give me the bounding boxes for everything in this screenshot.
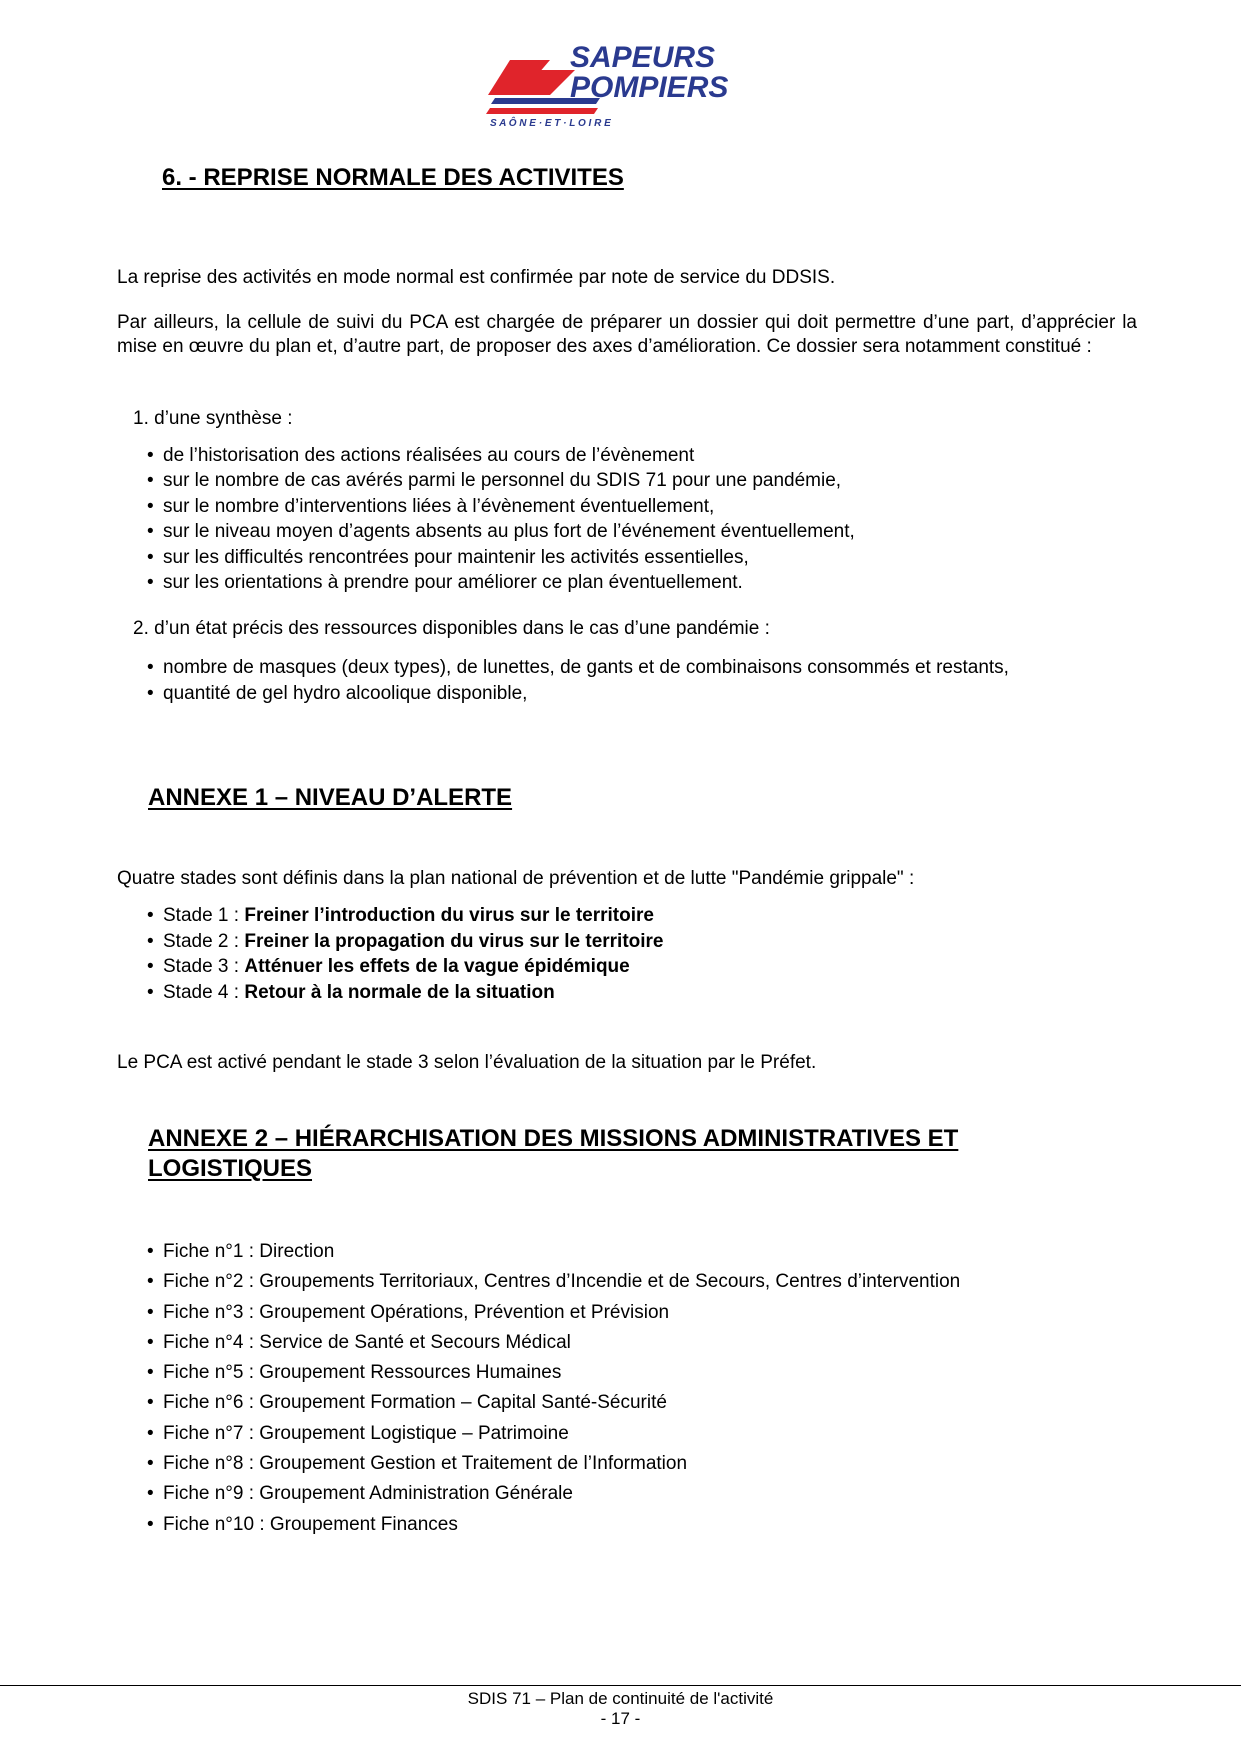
annex1-title: ANNEXE 1 – NIVEAU D’ALERTE xyxy=(148,784,513,811)
synthese-list xyxy=(147,443,855,595)
logo-line3: S A Ô N E · E T · L O I R E xyxy=(490,118,611,129)
paragraph-intro: La reprise des activités en mode normal est confirmée par note de service du DDSIS. xyxy=(117,267,836,288)
list-item: • sur les orientations à prendre pour améliorer ce plan éventuellement. xyxy=(147,570,855,595)
list-item: • Fiche n°5 : Groupement Ressources Humaines xyxy=(147,1358,960,1388)
logo-line2: POMPIERS xyxy=(570,71,729,104)
stades-list xyxy=(147,903,664,1005)
list-item: • Fiche n°9 : Groupement Administration Générale xyxy=(147,1479,960,1509)
stade-label: Stade 3 : xyxy=(163,956,245,977)
list-item: • sur le nombre d’interventions liées à l’évènement éventuellement, xyxy=(147,494,855,519)
list-item: • Fiche n°7 : Groupement Logistique – Patrimoine xyxy=(147,1419,960,1449)
list-item: • Fiche n°3 : Groupement Opérations, Prévention et Prévision xyxy=(147,1298,960,1328)
annex1-intro: Quatre stades sont définis dans la plan national de prévention et de lutte "Pandémie grippale" : xyxy=(117,868,915,889)
stade-text: Retour à la normale de la situation xyxy=(244,981,555,1003)
annex2-title-line2: LOGISTIQUES xyxy=(148,1155,313,1182)
ressources-list xyxy=(147,655,1009,707)
fiches-list xyxy=(147,1237,960,1540)
numbered-item-1: 1. d’une synthèse : xyxy=(133,408,293,429)
annex2-title xyxy=(148,1124,958,1184)
list-item: • nombre de masques (deux types), de lunettes, de gants et de combinaisons consommés et restants, xyxy=(147,655,1009,681)
page-number: - 17 - xyxy=(600,1709,641,1728)
list-item: • Fiche n°10 : Groupement Finances xyxy=(147,1510,960,1540)
stade-label: Stade 4 : xyxy=(163,981,245,1003)
list-item xyxy=(147,929,664,955)
annex1-conclusion: Le PCA est activé pendant le stade 3 selon l’évaluation de la situation par le Préfet. xyxy=(117,1052,817,1073)
list-item: • sur le nombre de cas avérés parmi le personnel du SDIS 71 pour une pandémie, xyxy=(147,468,855,493)
list-item xyxy=(147,903,664,929)
sdis-logo xyxy=(490,40,729,130)
list-item: • Fiche n°1 : Direction xyxy=(147,1237,960,1267)
list-item: • sur les difficultés rencontrées pour maintenir les activités essentielles, xyxy=(147,545,855,570)
stade-label: Stade 1 : xyxy=(163,905,245,926)
list-item: • Fiche n°6 : Groupement Formation – Capital Santé-Sécurité xyxy=(147,1388,960,1418)
list-item: • quantité de gel hydro alcoolique disponible, xyxy=(147,681,1009,707)
list-item: • Fiche n°8 : Groupement Gestion et Traitement de l’Information xyxy=(147,1449,960,1479)
list-item xyxy=(147,954,664,980)
section-title: 6. - REPRISE NORMALE DES ACTIVITES xyxy=(162,164,624,191)
stade-text: Freiner l’introduction du virus sur le territoire xyxy=(244,905,654,926)
list-item: • sur le niveau moyen d’agents absents au plus fort de l’événement éventuellement, xyxy=(147,519,855,544)
stade-text: Freiner la propagation du virus sur le territoire xyxy=(244,930,664,952)
list-item xyxy=(147,980,664,1006)
stade-text: Atténuer les effets de la vague épidémique xyxy=(244,956,630,977)
paragraph-dossier: Par ailleurs, la cellule de suivi du PCA est chargée de préparer un dossier qui doit permettre d’une part, d’apprécier la mise en œuvre du plan et, d’autre part, de proposer des axes d’amélioration. Ce dossier sera notamment constitué : xyxy=(117,312,1137,357)
annex2-title-line1: ANNEXE 2 – HIÉRARCHISATION DES MISSIONS ADMINISTRATIVES ET xyxy=(148,1125,959,1152)
list-item: • Fiche n°4 : Service de Santé et Secours Médical xyxy=(147,1328,960,1358)
list-item: • Fiche n°2 : Groupements Territoriaux, Centres d’Incendie et de Secours, Centres d’intervention xyxy=(147,1267,960,1297)
logo-line1: SAPEURS xyxy=(570,41,716,74)
footer-title: SDIS 71 – Plan de continuité de l'activité xyxy=(467,1689,774,1708)
numbered-item-2: 2. d’un état précis des ressources disponibles dans le cas d’une pandémie : xyxy=(133,618,770,639)
stade-label: Stade 2 : xyxy=(163,930,245,952)
list-item: • de l’historisation des actions réalisées au cours de l’évènement xyxy=(147,443,855,468)
footer-divider xyxy=(0,1685,1241,1686)
